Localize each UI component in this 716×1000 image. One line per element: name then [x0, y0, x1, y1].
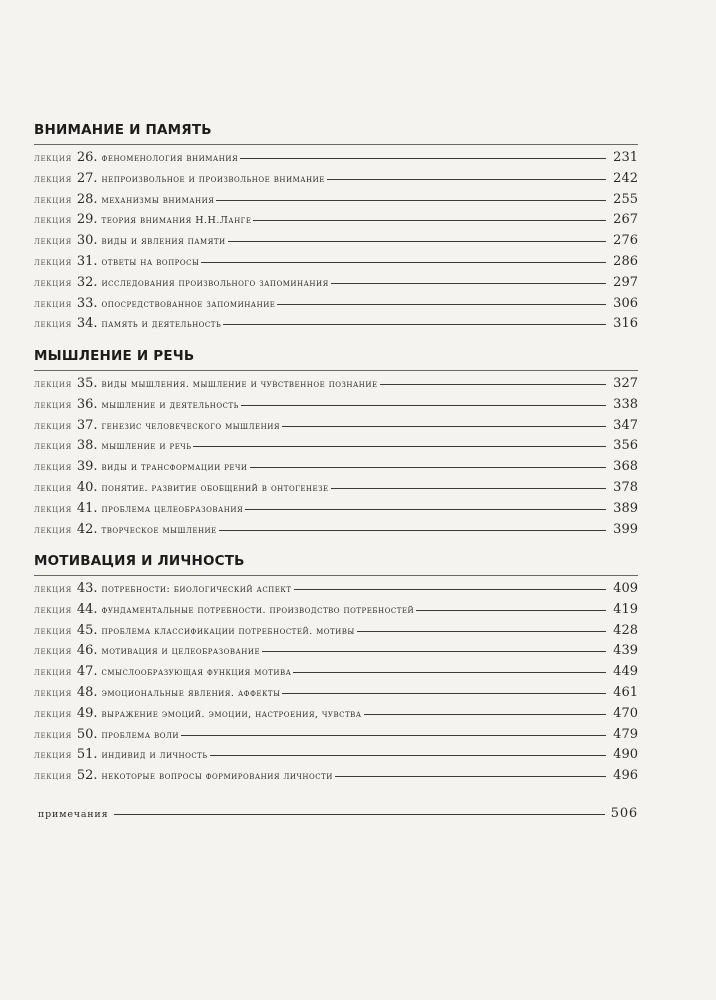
lecture-word: лекция [34, 524, 72, 536]
lecture-number: 26. [76, 150, 98, 165]
page-number: 338 [613, 396, 638, 412]
toc-entry[interactable] [34, 685, 638, 706]
page-number: 389 [613, 500, 638, 516]
toc-entry[interactable] [34, 643, 638, 664]
toc-entry[interactable] [34, 212, 638, 233]
lecture-number: 29. [76, 212, 98, 228]
dot-leader [327, 179, 606, 180]
page-number: 449 [613, 664, 638, 680]
section-divider [34, 144, 638, 145]
page-number: 490 [613, 747, 638, 763]
dot-leader [216, 200, 606, 201]
lecture-title: творческое мышление [101, 524, 217, 536]
dot-leader [181, 735, 606, 736]
dot-leader [250, 467, 606, 468]
toc-section-motivation-personality [34, 551, 638, 789]
lecture-number: 33. [76, 295, 98, 311]
dot-leader [219, 530, 606, 531]
lecture-title: выражение эмоций. эмоции, настроения, чувства [101, 708, 362, 720]
toc-entry[interactable] [34, 296, 638, 317]
page-number: 470 [613, 705, 638, 721]
toc-entry[interactable] [34, 706, 638, 727]
lecture-number: 30. [76, 233, 98, 249]
lecture-title: опосредствованное запоминание [101, 298, 276, 310]
toc-entry[interactable] [34, 397, 638, 418]
lecture-word: лекция [34, 277, 72, 289]
dot-leader [331, 283, 606, 284]
toc-entry[interactable] [34, 747, 638, 768]
toc-entry[interactable] [34, 768, 638, 789]
lecture-number: 42. [76, 521, 98, 537]
toc-notes-row[interactable] [38, 806, 638, 821]
dot-leader [364, 714, 606, 715]
lecture-word: лекция [34, 729, 72, 741]
lecture-title: эмоциональные явления. аффекты [101, 687, 281, 699]
lecture-word: лекция [34, 625, 72, 637]
lecture-number: 41. [76, 500, 98, 516]
lecture-title: мотивация и целеобразование [101, 646, 261, 658]
dot-leader [282, 693, 606, 694]
lecture-word: лекция [34, 708, 72, 720]
toc-entry[interactable] [34, 376, 638, 397]
lecture-number: 31. [76, 253, 98, 269]
page-number: 286 [613, 253, 638, 269]
lecture-word: лекция [34, 584, 72, 595]
page-number: 479 [613, 726, 638, 742]
page-number: 461 [613, 684, 638, 700]
lecture-number: 50. [76, 726, 98, 742]
page-number: 439 [613, 643, 638, 659]
lecture-word: лекция [34, 319, 72, 331]
lecture-title: феноменология внимания [101, 153, 239, 164]
lecture-number: 34. [76, 316, 98, 332]
page-number: 347 [613, 417, 638, 433]
lecture-word: лекция [34, 503, 72, 515]
toc-section-thinking-speech [34, 346, 638, 542]
lecture-title: потребности: биологический аспект [101, 584, 292, 595]
lecture-word: лекция [34, 462, 72, 474]
lecture-title: исследования произвольного запоминания [101, 277, 329, 289]
dot-leader [335, 776, 606, 777]
toc-entry[interactable] [34, 501, 638, 522]
toc-entry[interactable] [34, 459, 638, 480]
toc-entry[interactable] [34, 254, 638, 275]
lecture-number: 40. [76, 479, 98, 495]
page-number: 267 [613, 212, 638, 228]
dot-leader [114, 814, 604, 815]
lecture-word: лекция [34, 604, 72, 616]
lecture-number: 49. [76, 705, 98, 721]
lecture-title: индивид и личность [101, 750, 208, 762]
dot-leader [282, 426, 606, 427]
page-number: 306 [613, 295, 638, 311]
page-number: 327 [613, 376, 638, 391]
lecture-title: мышление и деятельность [101, 399, 239, 411]
lecture-number: 36. [76, 396, 98, 412]
toc-entry[interactable] [34, 522, 638, 543]
lecture-word: лекция [34, 420, 72, 432]
dot-leader [357, 631, 606, 632]
lecture-title: память и деятельность [101, 319, 222, 331]
lecture-number: 38. [76, 438, 98, 454]
lecture-title: смыслообразующая функция мотива [101, 667, 292, 679]
lecture-number: 43. [76, 581, 98, 596]
lecture-word: лекция [34, 215, 72, 227]
toc-entry[interactable] [34, 438, 638, 459]
lecture-title: ответы на вопросы [101, 256, 200, 268]
lecture-number: 32. [76, 274, 98, 290]
lecture-number: 35. [76, 376, 98, 391]
toc-entry[interactable] [34, 418, 638, 439]
lecture-word: лекция [34, 750, 72, 762]
dot-leader [380, 384, 606, 385]
lecture-number: 27. [76, 170, 98, 186]
dot-leader [228, 241, 606, 242]
page-number: 368 [613, 459, 638, 475]
dot-leader [416, 610, 606, 611]
toc-entry[interactable] [34, 480, 638, 501]
lecture-word: лекция [34, 771, 72, 783]
toc-entry[interactable] [34, 192, 638, 213]
section-title: МЫШЛЕНИЕ И РЕЧЬ [34, 348, 195, 364]
lecture-word: лекция [34, 667, 72, 679]
notes-label: примечания [38, 809, 109, 820]
toc-entries [34, 376, 638, 542]
lecture-word: лекция [34, 646, 72, 658]
dot-leader [331, 488, 606, 489]
toc-entry[interactable] [34, 233, 638, 254]
lecture-word: лекция [34, 399, 72, 411]
page-number: 297 [613, 274, 638, 290]
page-number: 356 [613, 438, 638, 454]
lecture-title: виды мышления. мышление и чувственное познание [101, 379, 378, 390]
toc-entry[interactable] [34, 275, 638, 296]
lecture-title: теория внимания Н.Н.Ланге [101, 215, 252, 227]
dot-leader [262, 651, 606, 652]
lecture-title: проблема классификации потребностей. мотивы [101, 625, 355, 637]
dot-leader [253, 220, 606, 221]
lecture-number: 47. [76, 664, 98, 680]
page-number: 496 [613, 768, 638, 784]
dot-leader [293, 672, 606, 673]
lecture-word: лекция [34, 441, 72, 453]
dot-leader [294, 589, 607, 590]
lecture-number: 39. [76, 459, 98, 475]
lecture-title: фундаментальные потребности. производство потребностей [101, 604, 415, 616]
lecture-word: лекция [34, 173, 72, 185]
lecture-word: лекция [34, 379, 72, 390]
lecture-number: 52. [76, 768, 98, 784]
toc-entry[interactable] [34, 623, 638, 644]
lecture-number: 28. [76, 191, 98, 207]
lecture-title: виды и трансформации речи [101, 462, 248, 474]
toc-entry[interactable] [34, 316, 638, 337]
page-number: 409 [613, 581, 638, 596]
dot-leader [245, 509, 606, 510]
dot-leader [223, 324, 606, 325]
lecture-word: лекция [34, 153, 72, 164]
page-number: 419 [613, 601, 638, 617]
lecture-title: проблема воли [101, 729, 179, 741]
lecture-word: лекция [34, 298, 72, 310]
lecture-title: некоторые вопросы формирования личности [101, 771, 333, 783]
toc-entry[interactable] [34, 602, 638, 623]
toc-entry[interactable] [34, 171, 638, 192]
lecture-number: 46. [76, 643, 98, 659]
section-title: МОТИВАЦИЯ И ЛИЧНОСТЬ [34, 553, 245, 569]
page-number: 378 [613, 479, 638, 495]
page-number: 428 [613, 622, 638, 638]
page-number: 276 [613, 233, 638, 249]
lecture-number: 48. [76, 684, 98, 700]
section-divider [34, 370, 638, 371]
dot-leader [240, 158, 606, 159]
page-number: 399 [613, 521, 638, 537]
lecture-title: мышление и речь [101, 441, 192, 453]
lecture-number: 45. [76, 622, 98, 638]
lecture-number: 37. [76, 417, 98, 433]
page-number: 255 [613, 191, 638, 207]
section-title: ВНИМАНИЕ И ПАМЯТЬ [34, 122, 212, 138]
notes-page-number: 506 [610, 806, 638, 821]
lecture-title: виды и явления памяти [101, 236, 226, 248]
lecture-title: понятие. развитие обобщений в онтогенезе [101, 482, 329, 494]
lecture-word: лекция [34, 236, 72, 248]
lecture-word: лекция [34, 194, 72, 206]
toc-entries [34, 150, 638, 337]
lecture-number: 44. [76, 601, 98, 617]
dot-leader [210, 755, 606, 756]
toc-entry[interactable] [34, 581, 638, 602]
dot-leader [193, 446, 606, 447]
lecture-word: лекция [34, 256, 72, 268]
dot-leader [201, 262, 606, 263]
page-number: 316 [613, 316, 638, 332]
toc-entry[interactable] [34, 727, 638, 748]
lecture-number: 51. [76, 747, 98, 763]
toc-entry[interactable] [34, 150, 638, 171]
toc-entries [34, 581, 638, 789]
section-divider [34, 575, 638, 576]
toc-entry[interactable] [34, 664, 638, 685]
page-number: 231 [613, 150, 638, 165]
dot-leader [241, 405, 606, 406]
lecture-title: механизмы внимания [101, 194, 215, 206]
lecture-title: проблема целеобразования [101, 503, 244, 515]
page-number: 242 [613, 170, 638, 186]
toc-section-attention-memory [34, 120, 638, 337]
lecture-word: лекция [34, 482, 72, 494]
dot-leader [277, 304, 606, 305]
lecture-title: генезис человеческого мышления [101, 420, 280, 432]
lecture-title: непроизвольное и произвольное внимание [101, 173, 325, 185]
lecture-word: лекция [34, 687, 72, 699]
